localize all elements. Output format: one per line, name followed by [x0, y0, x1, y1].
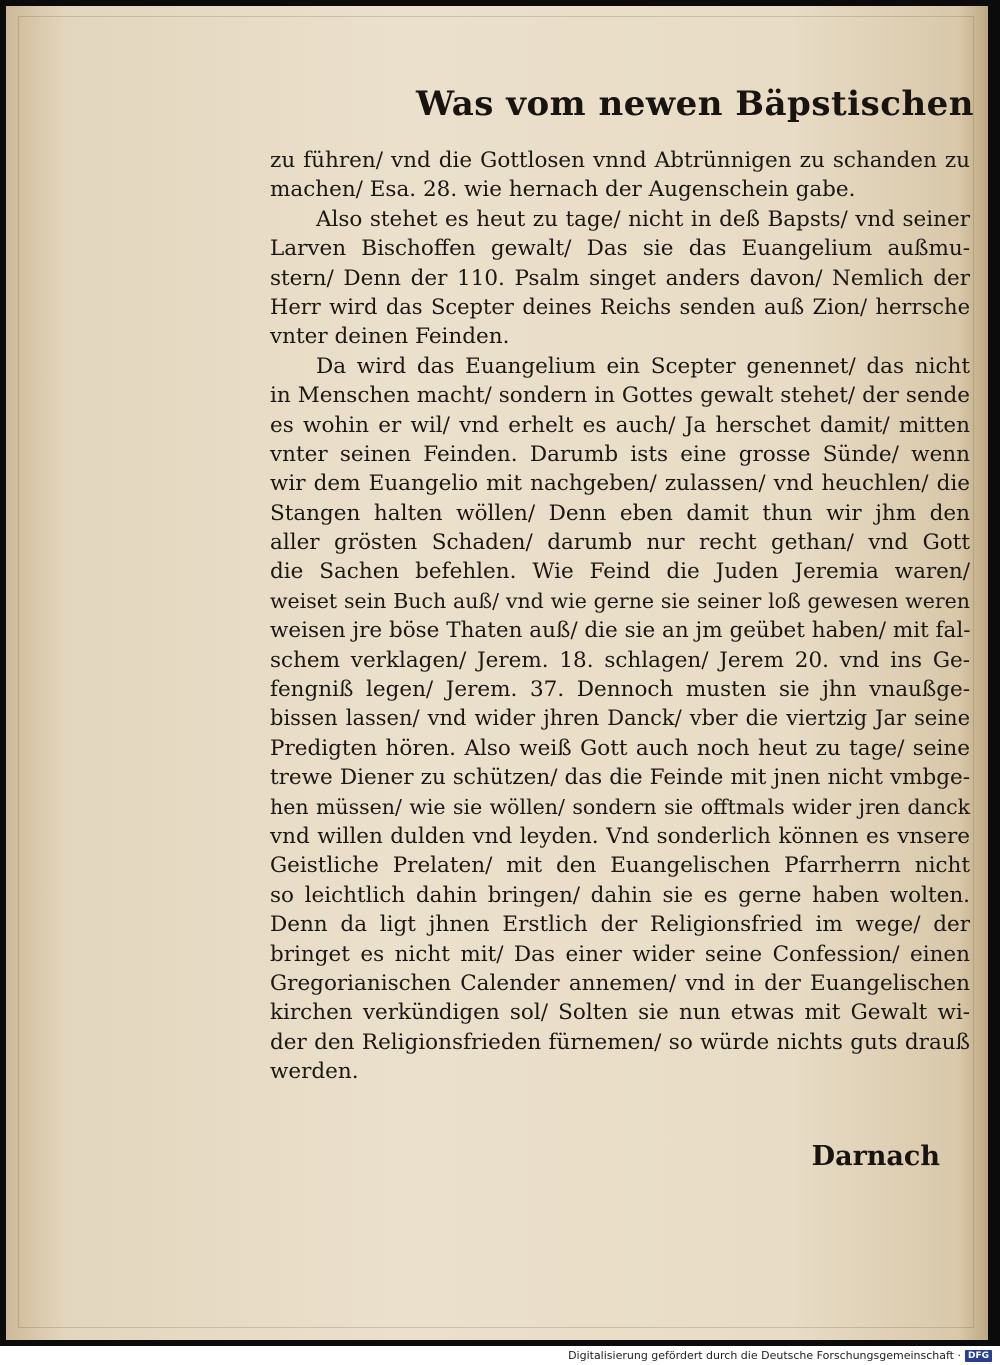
text-line: stern/ Denn der 110. Psalm singet anders davon/ Nemlich der	[270, 265, 970, 291]
text-line: trewe Diener zu schützen/ das die Feinde mit jnen nicht vmbge-	[270, 765, 970, 791]
dfg-logo: DFG	[965, 1350, 992, 1362]
running-head: Was vom newen Bäpstischen	[416, 84, 975, 124]
text-line: wir dem Euangelio mit nachgeben/ zulassen/ vnd heuchlen/ die	[270, 471, 970, 497]
text-line: so leichtlich dahin bringen/ dahin sie es gerne haben wolten.	[270, 882, 970, 908]
text-line: vnter seinen Feinden. Darumb ists eine grosse Sünde/ wenn	[270, 441, 970, 467]
text-line: bissen lassen/ vnd wider jhren Danck/ vber die viertzig Jar seine	[270, 706, 970, 731]
text-line: es wohin er wil/ vnd erhelt es auch/ Ja herschet damit/ mitten	[270, 412, 970, 438]
digitization-credit	[568, 1349, 992, 1362]
text-line: Also stehet es heut zu tage/ nicht in deß Bapsts/ vnd seiner	[316, 206, 970, 232]
text-line: Gregorianischen Calender annemen/ vnd in der Euangelischen	[270, 970, 970, 996]
text-line: in Menschen macht/ sondern in Gottes gewalt stehet/ der sende	[270, 383, 970, 409]
text-line: vnd willen dulden vnd leyden. Vnd sonderlich können es vnsere	[270, 823, 970, 849]
text-line: die Sachen befehlen. Wie Feind die Juden Jeremia waren/	[270, 559, 970, 585]
text-line: aller grösten Schaden/ darumb nur recht gethan/ vnd Gott	[270, 530, 970, 556]
text-line: bringet es nicht mit/ Das einer wider seine Confession/ einen	[270, 941, 970, 967]
text-line: weiset sein Buch auß/ vnd wie gerne sie seiner loß gewesen weren	[270, 588, 970, 613]
text-line: Larven Bischoffen gewalt/ Das sie das Euangelium außmu-	[270, 236, 970, 262]
catchword: Darnach	[811, 1141, 940, 1172]
text-line: werden.	[270, 1059, 359, 1085]
text-line: fengniß legen/ Jerem. 37. Dennoch musten sie jhn vnaußge-	[270, 677, 970, 703]
text-line: schem verklagen/ Jerem. 18. schlagen/ Jerem 20. vnd ins Ge-	[270, 647, 970, 673]
text-line: vnter deinen Feinden.	[270, 324, 510, 350]
text-line: hen müssen/ wie sie wöllen/ sondern sie offtmals wider jren danck	[270, 794, 970, 819]
credit-text: Digitalisierung gefördert durch die Deutsche Forschungsgemeinschaft ·	[568, 1349, 961, 1362]
text-line: Stangen halten wöllen/ Denn eben damit thun wir jhm den	[270, 500, 970, 526]
text-line: machen/ Esa. 28. wie hernach der Augenschein gabe.	[270, 177, 856, 203]
text-line: Denn da ligt jhnen Erstlich der Religionsfried im wege/ der	[270, 912, 970, 938]
text-line: Predigten hören. Also weiß Gott auch noch heut zu tage/ seine	[270, 735, 970, 761]
book-page	[6, 6, 988, 1340]
text-line: Da wird das Euangelium ein Scepter genennet/ das nicht	[316, 353, 970, 379]
text-line: zu führen/ vnd die Gottlosen vnnd Abtrünnigen zu schanden zu	[270, 148, 970, 173]
text-line: weisen jre böse Thaten auß/ die sie an jm geübet haben/ mit fal-	[270, 618, 971, 644]
text-line: Geistliche Prelaten/ mit den Euangelischen Pfarrherrn nicht	[270, 853, 970, 879]
text-line: der den Religionsfrieden fürnemen/ so würde nichts guts drauß	[270, 1029, 970, 1055]
text-line: kirchen verkündigen sol/ Solten sie nun etwas mit Gewalt wi-	[270, 1000, 970, 1026]
text-line: Herr wird das Scepter deines Reichs senden auß Zion/ herrsche	[270, 294, 970, 319]
body-text	[270, 146, 970, 1087]
